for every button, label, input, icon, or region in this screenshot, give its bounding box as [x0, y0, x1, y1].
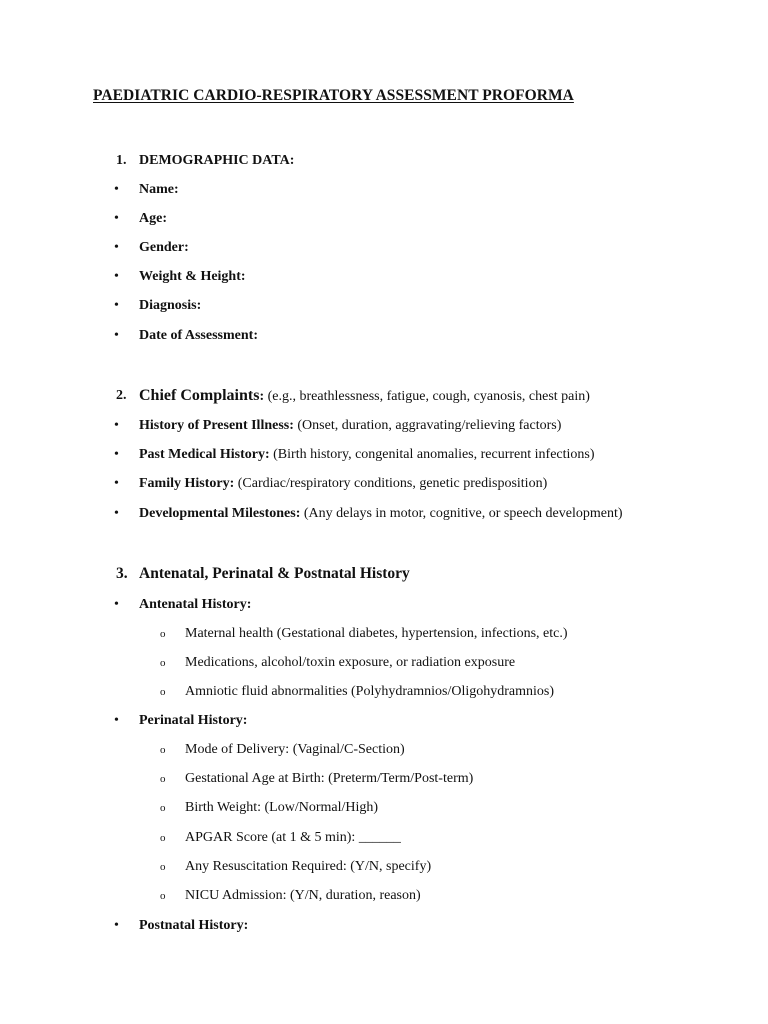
bullet-icon: •	[114, 918, 119, 933]
circle-bullet-icon: o	[160, 861, 166, 873]
section-heading-detail: (e.g., breathlessness, fatigue, cough, cyanosis, chest pain)	[264, 389, 590, 404]
item-detail: (Birth history, congenital anomalies, recurrent infections)	[269, 447, 595, 462]
item-label: Family History:	[139, 476, 235, 491]
item-detail: (Onset, duration, aggravating/relieving factors)	[293, 418, 562, 433]
item-detail: (Cardiac/respiratory conditions, genetic predisposition)	[234, 476, 548, 491]
sub-item-text: Gestational Age at Birth: (Preterm/Term/Post-term)	[185, 771, 474, 786]
bullet-icon: •	[114, 506, 119, 521]
field-label-gender: Gender:	[139, 240, 189, 255]
bullet-icon: •	[114, 298, 119, 313]
bullet-icon: •	[114, 182, 119, 197]
circle-bullet-icon: o	[160, 832, 166, 844]
sub-item-text: APGAR Score (at 1 & 5 min): ______	[185, 830, 401, 845]
circle-bullet-icon: o	[160, 686, 166, 698]
circle-bullet-icon: o	[160, 628, 166, 640]
bullet-icon: •	[114, 476, 119, 491]
item-label: Past Medical History:	[139, 447, 270, 462]
sub-item-text: Amniotic fluid abnormalities (Polyhydramnios/Oligohydramnios)	[185, 684, 555, 699]
bullet-icon: •	[114, 447, 119, 462]
section-heading-colon: :	[259, 389, 265, 404]
field-label-diagnosis: Diagnosis:	[139, 298, 202, 313]
bullet-icon: •	[114, 211, 119, 226]
field-label-name: Name:	[139, 182, 179, 197]
sub-item-text: Any Resuscitation Required: (Y/N, specify)	[185, 859, 432, 874]
bullet-icon: •	[114, 418, 119, 433]
field-label-age: Age:	[139, 211, 167, 226]
sub-item-text: Maternal health (Gestational diabetes, hypertension, infections, etc.)	[185, 626, 568, 641]
item-label: Developmental Milestones:	[139, 506, 301, 521]
section-number: 3.	[116, 565, 128, 582]
circle-bullet-icon: o	[160, 773, 166, 785]
group-label-antenatal: Antenatal History:	[139, 597, 252, 612]
section-number: 1.	[116, 153, 127, 168]
bullet-icon: •	[114, 597, 119, 612]
circle-bullet-icon: o	[160, 802, 166, 814]
item-detail: (Any delays in motor, cognitive, or speech development)	[300, 506, 623, 521]
item-label: History of Present Illness:	[139, 418, 294, 433]
sub-item-text: Mode of Delivery: (Vaginal/C-Section)	[185, 742, 405, 757]
group-label-postnatal: Postnatal History:	[139, 918, 249, 933]
document-title: PAEDIATRIC CARDIO-RESPIRATORY ASSESSMENT PROFORMA	[93, 87, 574, 104]
group-label-perinatal: Perinatal History:	[139, 713, 248, 728]
circle-bullet-icon: o	[160, 890, 166, 902]
section-heading-text: DEMOGRAPHIC DATA:	[139, 153, 295, 168]
section-heading-text: Antenatal, Perinatal & Postnatal History	[139, 565, 410, 582]
bullet-icon: •	[114, 269, 119, 284]
section-number: 2.	[116, 388, 127, 403]
sub-item-text: Medications, alcohol/toxin exposure, or radiation exposure	[185, 655, 516, 670]
bullet-icon: •	[114, 240, 119, 255]
bullet-icon: •	[114, 328, 119, 343]
bullet-icon: •	[114, 713, 119, 728]
section-heading-text: Chief Complaints	[139, 387, 260, 404]
circle-bullet-icon: o	[160, 657, 166, 669]
circle-bullet-icon: o	[160, 744, 166, 756]
field-label-weight-height: Weight & Height:	[139, 269, 246, 284]
sub-item-text: NICU Admission: (Y/N, duration, reason)	[185, 888, 421, 903]
field-label-date-of-assessment: Date of Assessment:	[139, 328, 258, 343]
sub-item-text: Birth Weight: (Low/Normal/High)	[185, 800, 379, 815]
